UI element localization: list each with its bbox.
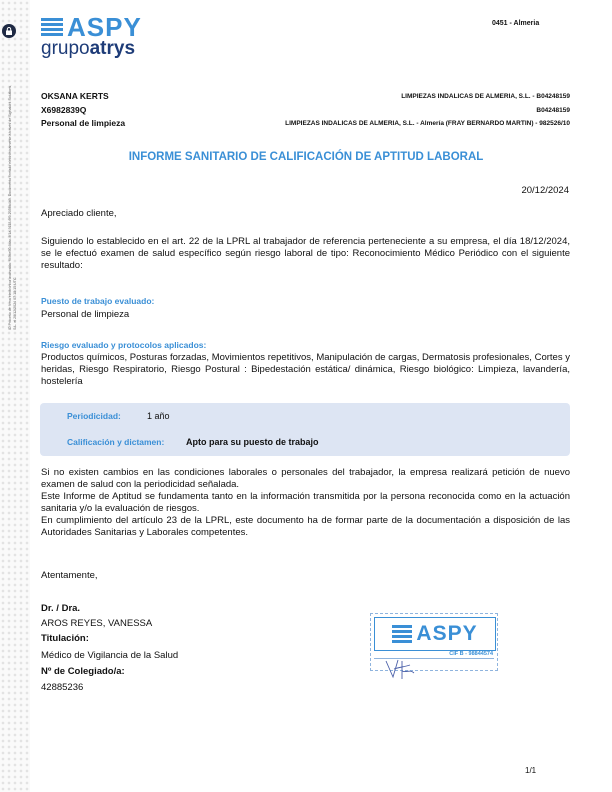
- page-number: 1/1: [525, 766, 537, 775]
- stamp-cif: CIF B - 98844574: [449, 651, 493, 657]
- worker-job: Personal de limpieza: [41, 118, 126, 128]
- logo-word: ASPY: [67, 12, 142, 42]
- doctor-name: AROS REYES, VANESSA: [41, 618, 153, 629]
- logo-sub-light: grupo: [41, 38, 90, 59]
- college-value: 42885236: [41, 682, 84, 693]
- position-label: Puesto de trabajo evaluado:: [41, 296, 155, 306]
- aspy-logo: [41, 14, 142, 60]
- report-date: 20/12/2024: [521, 185, 569, 196]
- stamp-word: ASPY: [416, 622, 478, 645]
- lock-icon: [2, 24, 16, 38]
- position-value: Personal de limpieza: [41, 309, 130, 320]
- paragraph-3: En cumplimiento del artículo 23 de la LPRL, este documento ha de formar parte de la documentación a disposición de las Autoridades Sanitarias y Laborales competentes.: [41, 515, 570, 538]
- qualification-label: Titulación:: [41, 633, 89, 644]
- risk-label: Riesgo evaluado y protocolos aplicados:: [41, 340, 207, 350]
- handwritten-signature: [380, 655, 420, 683]
- rating-label: Calificación y dictamen:: [67, 437, 165, 447]
- periodicity-value: 1 año: [147, 411, 170, 421]
- company-line-2: B04248159: [536, 106, 570, 114]
- stamp-logo: [374, 617, 496, 651]
- logo-sub-bold: atrys: [89, 38, 136, 59]
- office-code: 0451 - Almeria: [492, 20, 540, 27]
- company-line-3: LIMPIEZAS INDALICAS DE ALMERIA, S.L. - Almería (FRAY BERNARDO MARTIN) - 982526/10: [285, 120, 570, 127]
- rating-value: Apto para su puesto de trabajo: [186, 437, 319, 447]
- stamp-bars-icon: [392, 625, 412, 643]
- worker-name: OKSANA KERTS: [41, 91, 109, 101]
- company-line-1: LIMPIEZAS INDALICAS DE ALMERIA, S.L. - B04248159: [401, 93, 570, 100]
- company-info: [285, 90, 570, 131]
- worker-id: X6982839Q: [41, 104, 87, 115]
- qualification-value: Médico de Vigilancia de la Salud: [41, 650, 179, 661]
- paragraph-1: Si no existen cambios en las condiciones laborales o personales del trabajador, la empresa realizará petición de nuevo examen de salud con la periodicidad señalada.: [41, 467, 570, 490]
- worker-info: [41, 90, 125, 131]
- paragraph-2: Este Informe de Aptitud se fundamenta tanto en la información transmitida por la persona reconocida como en la actuación sanitaria y/o la evaluación de riesgos.: [41, 491, 570, 514]
- report-title: INFORME SANITARIO DE CALIFICACIÓN DE APTITUD LABORAL: [128, 151, 484, 163]
- doctor-label: Dr. / Dra.: [41, 603, 81, 614]
- closing: Atentamente,: [41, 570, 98, 581]
- logo-bars-icon: [41, 18, 63, 36]
- e-signature-text: ID Proceso de firma electrónica avanzada: ff49ce50-6cac-4f1a-9118-6f9-2056b4a9. Documento firmado electrónicamente a través de Signaturit Solutions, S.L. el 20/12/2024 07:18:15 UTC: [8, 84, 17, 330]
- risk-value: Productos químicos, Posturas forzadas, Movimientos repetitivos, Manipulación de cargas, Dermatosis profesionales, Cortes y heridas, Riesgo Respiratorio, Riesgo Postural : Bipedestación estática/ dinámica, Riesgo biológico: Limpieza, lavandería, hostelería: [41, 352, 570, 387]
- college-label: Nº de Colegiado/a:: [41, 666, 125, 677]
- greeting: Apreciado cliente,: [41, 208, 117, 219]
- result-box: [40, 403, 570, 456]
- logo-subtitle: [41, 38, 142, 60]
- periodicity-label: Periodicidad:: [67, 411, 121, 421]
- intro-paragraph: Siguiendo lo establecido en el art. 22 de la LPRL al trabajador de referencia perteneciente a su empresa, el día 18/12/2024, se le efectuó examen de salud específico según riesgo laboral de tipo: Reconocimiento Médico Periódico con el siguiente resultado:: [41, 236, 570, 271]
